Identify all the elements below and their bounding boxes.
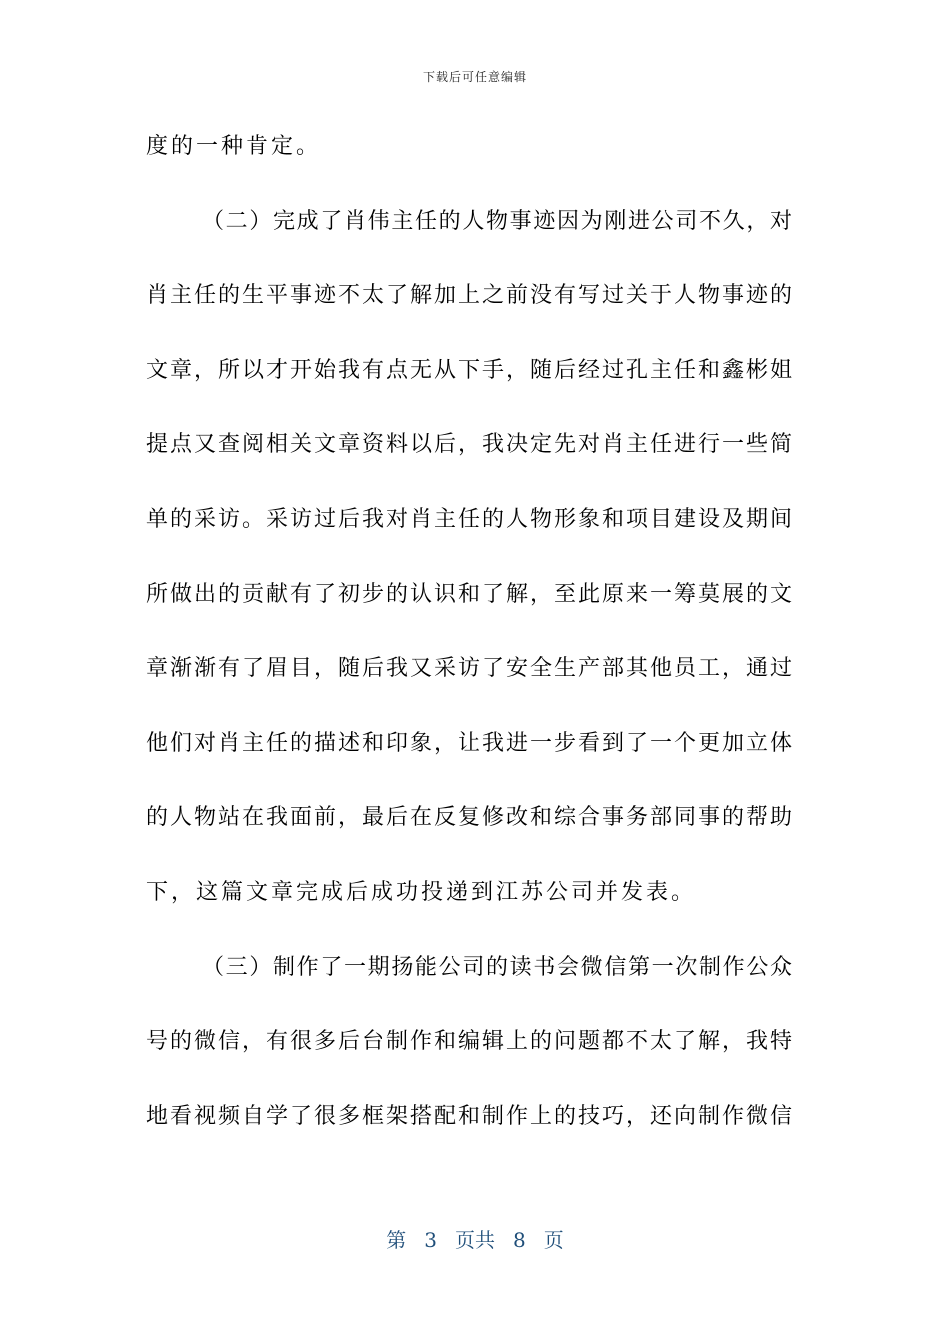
paragraph-line-10: 的人物站在我面前，最后在反复修改和综合事务部同事的帮助 xyxy=(146,805,792,831)
paragraph-line-12: （三）制作了一期扬能公司的读书会微信第一次制作公众 xyxy=(202,954,792,980)
footer-current-page: 3 xyxy=(424,1228,437,1252)
footer-total-pages: 8 xyxy=(513,1228,526,1252)
paragraph-line-6: 单的采访。采访过后我对肖主任的人物形象和项目建设及期间 xyxy=(146,506,792,532)
footer-middle: 页共 xyxy=(455,1228,495,1252)
paragraph-line-5: 提点又查阅相关文章资料以后，我决定先对肖主任进行一些简 xyxy=(146,432,792,458)
paragraph-line-7: 所做出的贡献有了初步的认识和了解，至此原来一筹莫展的文 xyxy=(146,581,792,607)
paragraph-line-14: 地看视频自学了很多框架搭配和制作上的技巧，还向制作微信 xyxy=(146,1103,792,1129)
paragraph-line-3: 肖主任的生平事迹不太了解加上之前没有写过关于人物事迹的 xyxy=(146,283,792,309)
paragraph-line-1: 度的一种肯定。 xyxy=(146,134,322,159)
paragraph-line-9: 他们对肖主任的描述和印象，让我进一步看到了一个更加立体 xyxy=(146,730,792,756)
page-footer xyxy=(0,1224,950,1253)
paragraph-line-11: 下，这篇文章完成后成功投递到江苏公司并发表。 xyxy=(146,879,697,905)
footer-prefix: 第 xyxy=(386,1228,407,1252)
footer-suffix: 页 xyxy=(543,1228,564,1252)
paragraph-line-13: 号的微信，有很多后台制作和编辑上的问题都不太了解，我特 xyxy=(146,1029,792,1055)
paragraph-line-4: 文章，所以才开始我有点无从下手，随后经过孔主任和鑫彬姐 xyxy=(146,357,792,383)
header-note: 下载后可任意编辑 xyxy=(422,70,527,84)
paragraph-line-2: （二）完成了肖伟主任的人物事迹因为刚进公司不久，对 xyxy=(202,208,792,234)
paragraph-line-8: 章渐渐有了眉目，随后我又采访了安全生产部其他员工，通过 xyxy=(146,656,792,682)
document-body xyxy=(146,120,792,1164)
